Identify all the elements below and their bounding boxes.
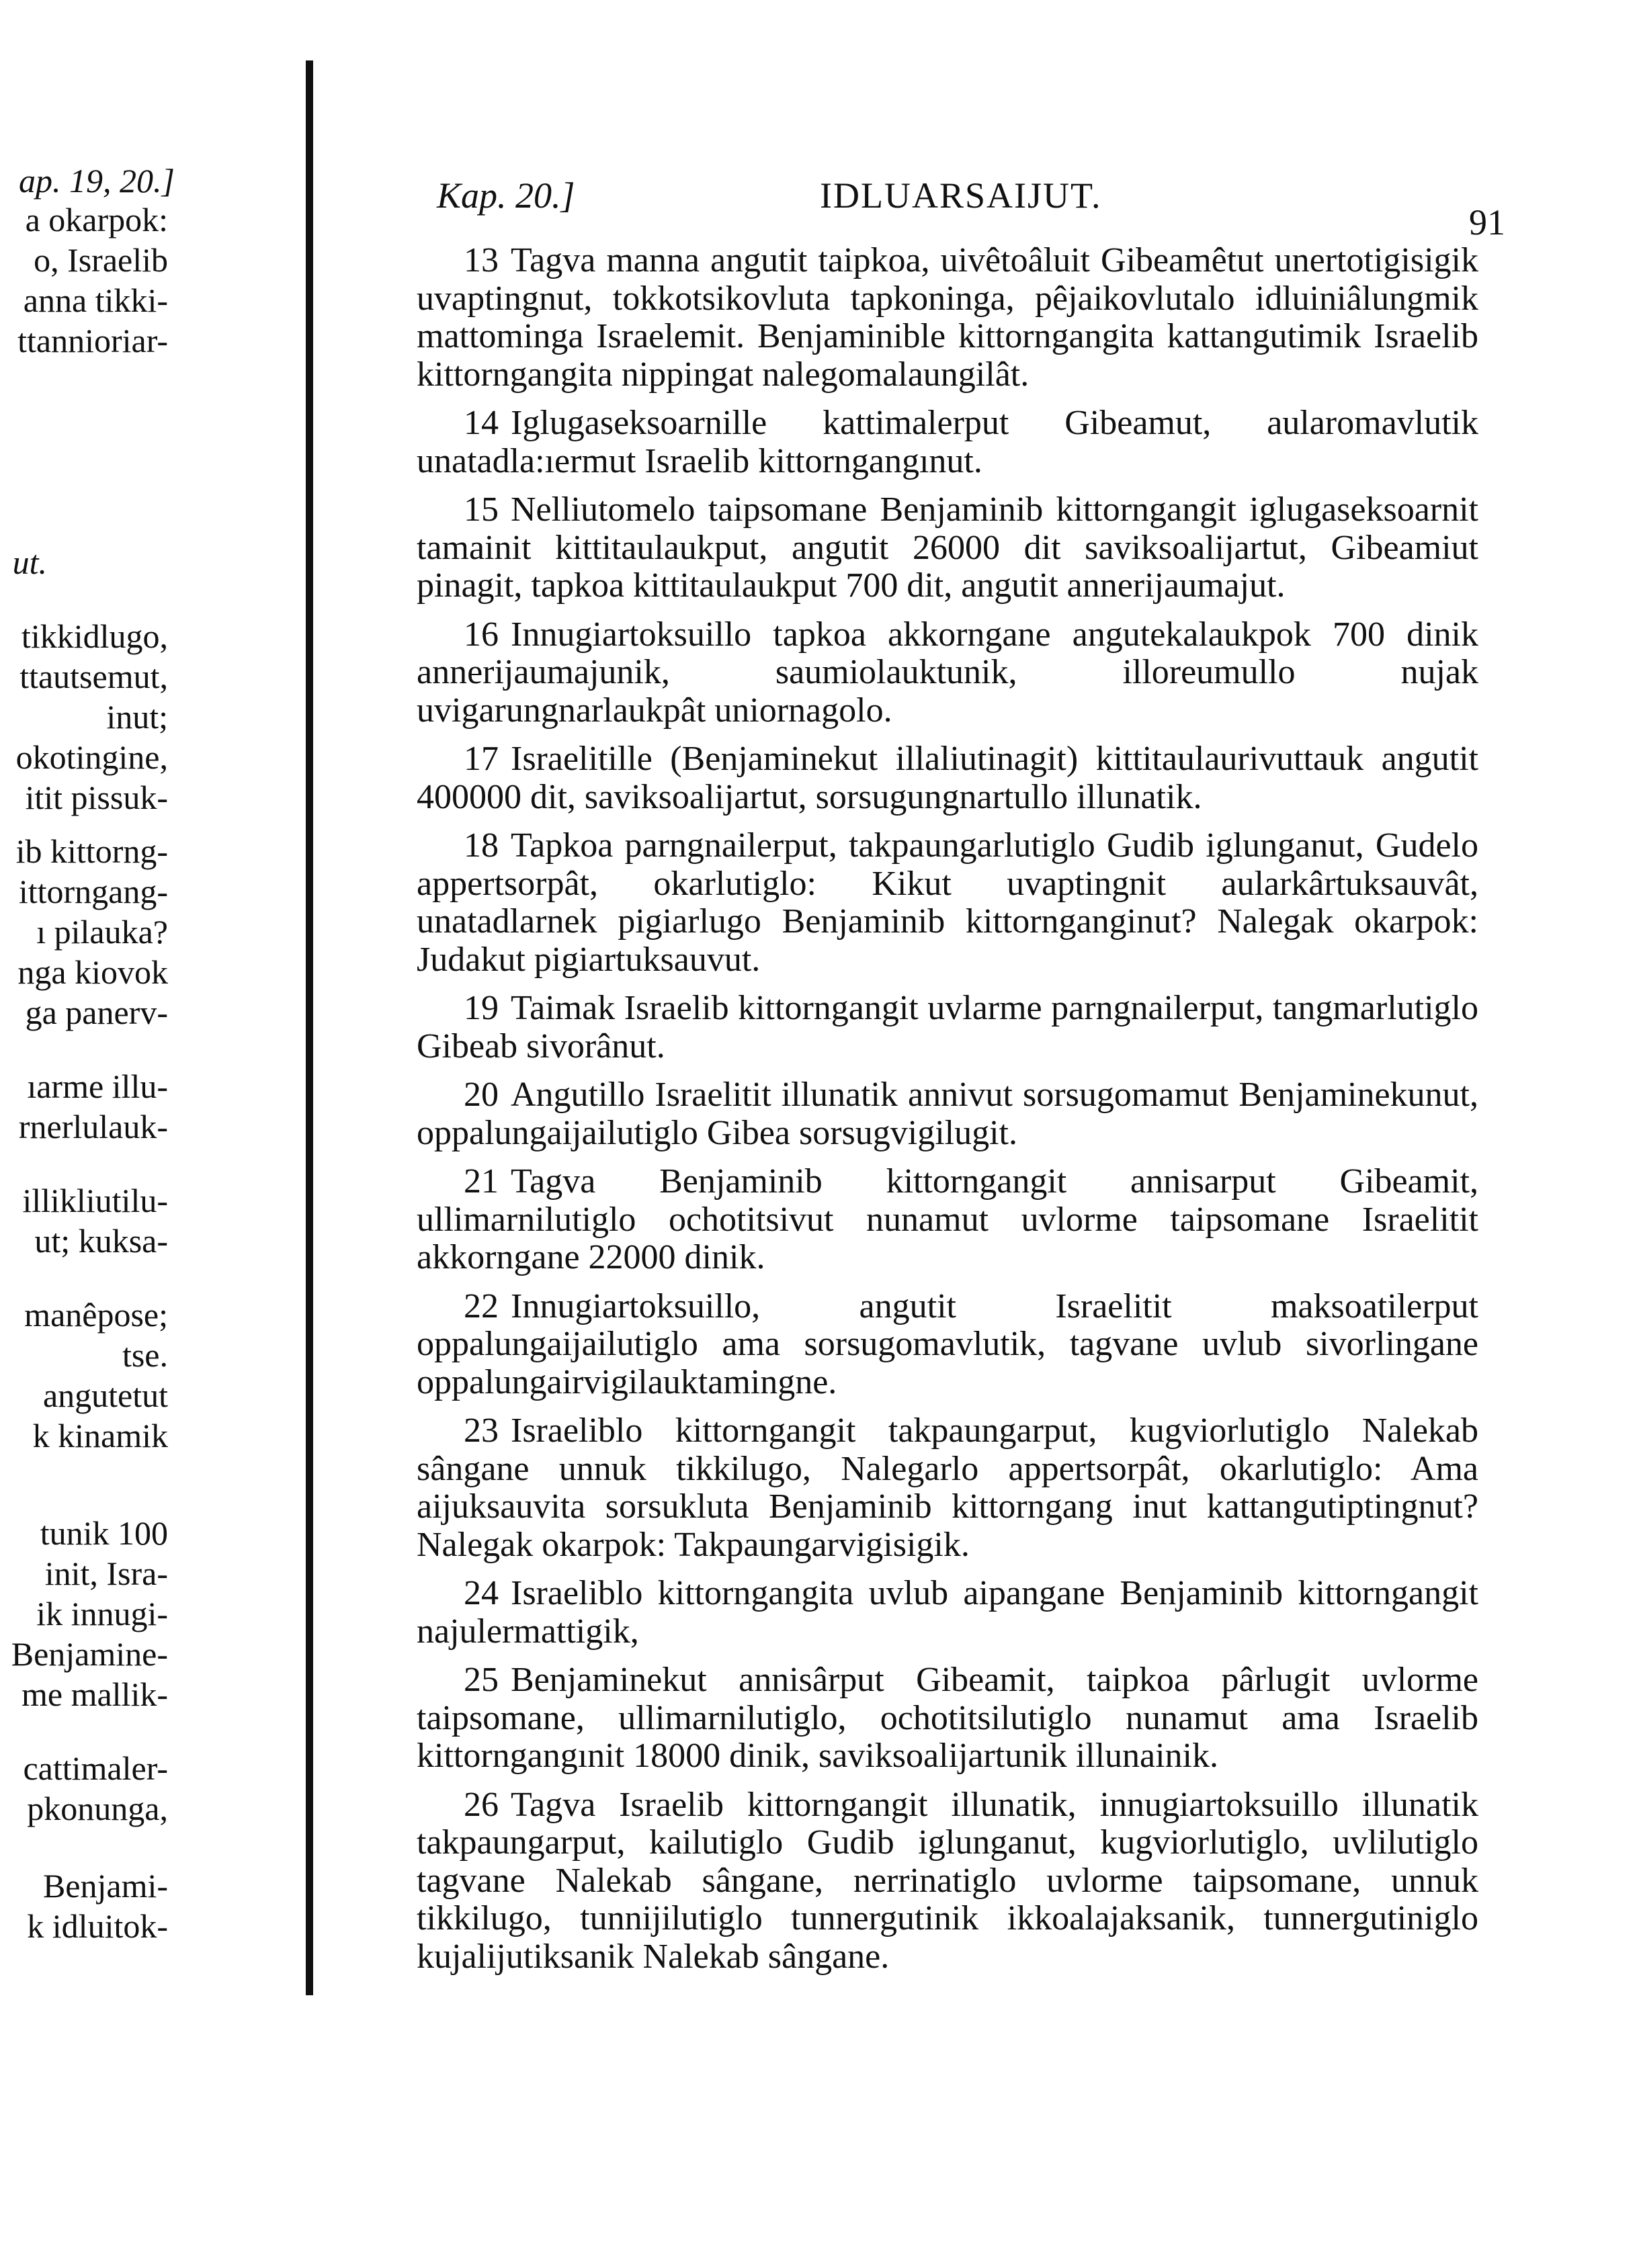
chapter-reference: Kap. 20.] <box>437 175 575 216</box>
left-page-line: ut; kuksa- <box>34 1222 168 1260</box>
running-title: IDLUARSAIJUT. <box>820 175 1102 216</box>
left-page-line: a okarpok: <box>25 201 168 238</box>
verse-text: Iglugaseksoarnille kattimalerput Gibeamut, aularomavlutik unatadla:ıermut Israelib kittorngangınut. <box>417 404 1478 480</box>
left-page-line: Benjami- <box>42 1867 168 1905</box>
verse <box>376 404 1478 480</box>
left-page-line: init, Isra- <box>44 1555 168 1592</box>
verse <box>376 1575 1478 1651</box>
verse-number: 24 <box>464 1574 499 1612</box>
left-page-section-mark: ut. <box>12 543 47 581</box>
verse <box>376 1412 1478 1564</box>
left-page-fragment <box>0 0 302 2268</box>
left-page-line: okotingine, <box>15 738 168 776</box>
left-page-line: cattimaler- <box>23 1749 168 1787</box>
left-page-line: ga panerv- <box>25 994 168 1031</box>
right-page <box>376 155 1505 1987</box>
verse-number: 16 <box>464 615 499 654</box>
left-page-line: nga kiovok <box>17 953 168 991</box>
left-page-line: ib kittorng- <box>15 832 168 870</box>
left-page-line: rnerlulauk- <box>18 1108 168 1145</box>
verse-text: Israelitille (Benjaminekut illaliutinagit) kittitaulaurivuttauk angutit 400000 dit, saviksoalijartut, sorsugungnartullo illunatik. <box>417 740 1478 816</box>
left-page-line: ik innugi- <box>36 1595 168 1632</box>
left-page-line: ttautsemut, <box>19 658 168 695</box>
left-page-line: tunik 100 <box>40 1514 168 1552</box>
verse <box>376 616 1478 730</box>
verse-text: Innugiartoksuillo, angutit Israelitit maksoatilerput oppalungaijailutiglo ama sorsugomavlutik, tagvane uvlub sivorlingane oppalungairvigilauktamingne. <box>417 1286 1478 1401</box>
verse-number: 20 <box>464 1076 499 1114</box>
verse-text: Nelliutomelo taipsomane Benjaminib kittorngangit iglugaseksoarnit tamainit kittitaulaukput, angutit 26000 dit saviksoalijartut, Gibeamiut pinagit, tapkoa kittitaulaukput 700 dit, angutit annerijaumajut. <box>417 490 1478 605</box>
verse-number: 19 <box>464 989 499 1027</box>
left-page-line: anna tikki- <box>23 281 168 319</box>
left-page-header: ap. 19, 20.] <box>19 162 175 200</box>
verse-text: Taimak Israelib kittorngangit uvlarme parngnailerput, tangmarlutiglo Gibeab sivorânut. <box>417 989 1478 1065</box>
verse-number: 13 <box>464 241 499 279</box>
left-page-line: ttannioriar- <box>17 322 168 359</box>
verse-number: 18 <box>464 826 499 865</box>
verse <box>376 827 1478 979</box>
verse <box>376 1163 1478 1277</box>
verse-number: 26 <box>464 1785 499 1824</box>
left-page-line: manêpose; <box>24 1296 168 1334</box>
verse-text: Tagva Israelib kittorngangit illunatik, innugiartoksuillo illunatik takpaungarput, kailutiglo Gudib iglunganut, kugviorlutiglo, uvlilutiglo tagvane Nalekab sângane, nerrinatiglo uvlorme taipsomane, unnuk tikkilugo, tunnijilutiglo tunnergutinik ikkoalajaksanik, tunnergutiniglo kujalijutiksanik Nalekab sângane. <box>417 1785 1478 1976</box>
left-page-line: tse. <box>122 1336 168 1374</box>
verse-number: 21 <box>464 1162 499 1201</box>
verse-number: 15 <box>464 490 499 529</box>
page-header <box>376 155 1505 243</box>
verse-text: Innugiartoksuillo tapkoa akkorngane angutekalaukpok 700 dinik annerijaumajunik, saumiolauktunik, illoreumullo nujak uvigarungnarlaukpât uniornagolo. <box>417 615 1478 730</box>
verse-number: 25 <box>464 1661 499 1699</box>
verse <box>376 740 1478 816</box>
left-page-line: itit pissuk- <box>25 779 168 816</box>
left-page-line: illikliutilu- <box>22 1182 168 1219</box>
verse-number: 22 <box>464 1286 499 1325</box>
left-page-line: pkonunga, <box>27 1790 168 1827</box>
verse-text: Benjaminekut annisârput Gibeamit, taipkoa pârlugit uvlorme taipsomane, ullimarnilutiglo, ochotitsilutiglo nunamut ama Israelib kittorngangınit 18000 dinik, saviksoalijartunik illunainik. <box>417 1661 1478 1775</box>
left-page-line: ittorngang- <box>18 873 168 910</box>
left-page-line: tikkidlugo, <box>21 617 168 655</box>
verse <box>376 1076 1478 1152</box>
left-page-line: inut; <box>106 698 168 736</box>
verse-number: 17 <box>464 740 499 778</box>
left-page-line: ı pilauka? <box>36 913 168 951</box>
verse-number: 23 <box>464 1411 499 1450</box>
verse-text: Tagva Benjaminib kittorngangit annisarput Gibeamit, ullimarnilutiglo ochotitsivut nunamut uvlorme taipsomane Israelitit akkorngane 22000 dinik. <box>417 1162 1478 1276</box>
left-page-line: me mallik- <box>22 1675 168 1713</box>
verse <box>376 491 1478 605</box>
left-page-line: angutetut <box>42 1377 168 1414</box>
left-page-line: o, Israelib <box>34 241 168 279</box>
verse-text: Israeliblo kittorngangita uvlub aipangane Benjaminib kittorngangit najulermattigik, <box>417 1574 1478 1651</box>
verse-number: 14 <box>464 404 499 442</box>
verse-list <box>376 242 1478 1976</box>
verse <box>376 242 1478 394</box>
verse <box>376 1288 1478 1402</box>
page-number: 91 <box>1469 202 1505 243</box>
verse-text: Angutillo Israelitit illunatik annivut sorsugomamut Benjaminekunut, oppalungaijailutiglo Gibea sorsugvigilugit. <box>417 1076 1478 1152</box>
verse-text: Israeliblo kittorngangit takpaungarput, kugviorlutiglo Nalekab sângane unnuk tikkilugo, Nalegarlo appertsorpât, okarlutiglo: Ama aijuksauvita sorsukluta Benjaminib kittorngang inut kattangutiptingnut? Nalegak okarpok: Takpaungarvigisigik. <box>417 1411 1478 1564</box>
left-page-line: ıarme illu- <box>27 1067 168 1105</box>
gutter-binding-line <box>306 60 313 1995</box>
verse-text: Tapkoa parngnailerput, takpaungarlutiglo Gudib iglunganut, Gudelo appertsorpât, okarlutiglo: Kikut uvaptingnit aularkârtuksauvât, unatadlarnek pigiarlugo Benjaminib kittornganginut? Nalegak okarpok: Judakut pigiartuksauvut. <box>417 826 1478 979</box>
left-page-line: Benjamine- <box>11 1635 168 1673</box>
verse <box>376 990 1478 1065</box>
verse <box>376 1786 1478 1976</box>
verse-text: Tagva manna angutit taipkoa, uivêtoâluit Gibeamêtut unertotigisigik uvaptingnut, tokkotsikovluta tapkoninga, pêjaikovlutalo idluiniâlungmik mattominga Israelemit. Benjaminible kittorngangita kattangutimik Israelib kittorngangita nippingat nalegomalaungilât. <box>417 241 1478 394</box>
verse <box>376 1661 1478 1776</box>
left-page-line: k idluitok- <box>27 1907 168 1945</box>
left-page-line: k kinamik <box>32 1417 168 1454</box>
